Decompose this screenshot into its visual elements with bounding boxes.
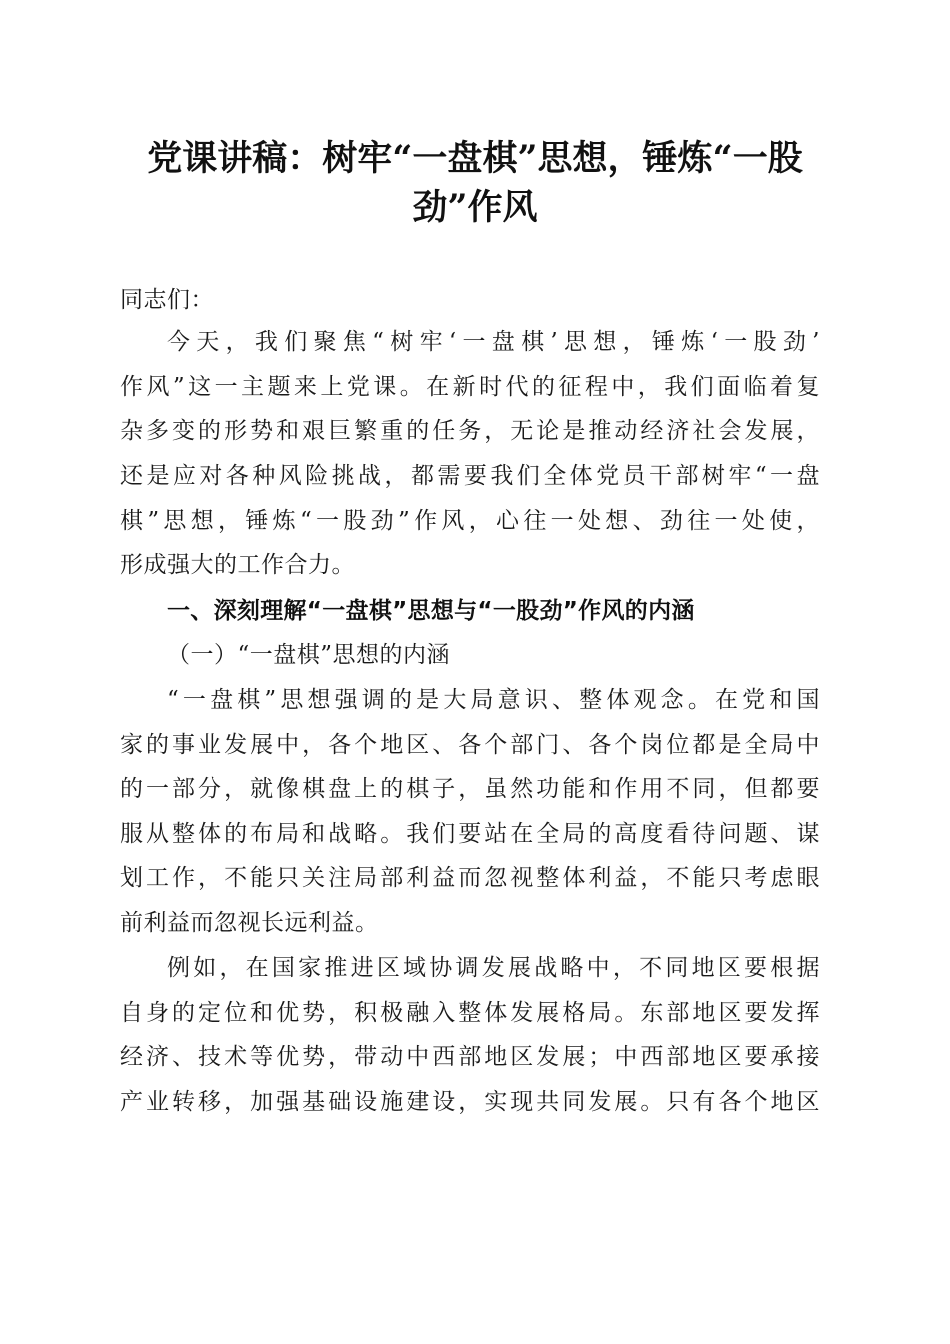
- document-title-line-1: 党课讲稿：树牢“一盘棋”思想，锤炼“一股: [147, 138, 803, 179]
- paragraph-3-line: 自身的定位和优势，积极融入整体发展格局。东部地区要发挥: [120, 1000, 820, 1026]
- paragraph-2-line: 前利益而忽视长远利益。: [120, 910, 379, 936]
- section-heading: 一、深刻理解“一盘棋”思想与“一股劲”作风的内涵: [167, 598, 695, 624]
- paragraph-1-line: 还是应对各种风险挑战，都需要我们全体党员干部树牢“一盘: [120, 463, 820, 489]
- paragraph-2-line: 家的事业发展中，各个地区、各个部门、各个岗位都是全局中: [120, 732, 820, 758]
- document-title-line-2: 劲”作风: [412, 187, 538, 228]
- paragraph-2-line: 划工作，不能只关注局部利益而忽视整体利益，不能只考虑眼: [120, 865, 820, 891]
- paragraph-1-line: 今天，我们聚焦“树牢‘一盘棋’思想，锤炼‘一股劲’: [167, 329, 820, 355]
- paragraph-3-line: 产业转移，加强基础设施建设，实现共同发展。只有各个地区: [120, 1089, 820, 1115]
- paragraph-3-line: 经济、技术等优势，带动中西部地区发展；中西部地区要承接: [120, 1044, 820, 1070]
- paragraph-2-line: 服从整体的布局和战略。我们要站在全局的高度看待问题、谋: [120, 821, 820, 847]
- paragraph-1-line: 作风”这一主题来上党课。在新时代的征程中，我们面临着复: [120, 374, 820, 400]
- salutation: 同志们：: [120, 287, 214, 313]
- subsection-heading: （一）“一盘棋”思想的内涵: [167, 642, 451, 668]
- paragraph-1-line: 形成强大的工作合力。: [120, 552, 355, 578]
- paragraph-1-line: 棋”思想，锤炼“一股劲”作风，心往一处想、劲往一处使，: [120, 508, 820, 534]
- paragraph-1-line: 杂多变的形势和艰巨繁重的任务，无论是推动经济社会发展，: [120, 418, 820, 444]
- paragraph-3-line: 例如，在国家推进区域协调发展战略中，不同地区要根据: [167, 955, 820, 981]
- paragraph-2-line: 的一部分，就像棋盘上的棋子，虽然功能和作用不同，但都要: [120, 776, 820, 802]
- paragraph-2-line: “一盘棋”思想强调的是大局意识、整体观念。在党和国: [167, 687, 820, 713]
